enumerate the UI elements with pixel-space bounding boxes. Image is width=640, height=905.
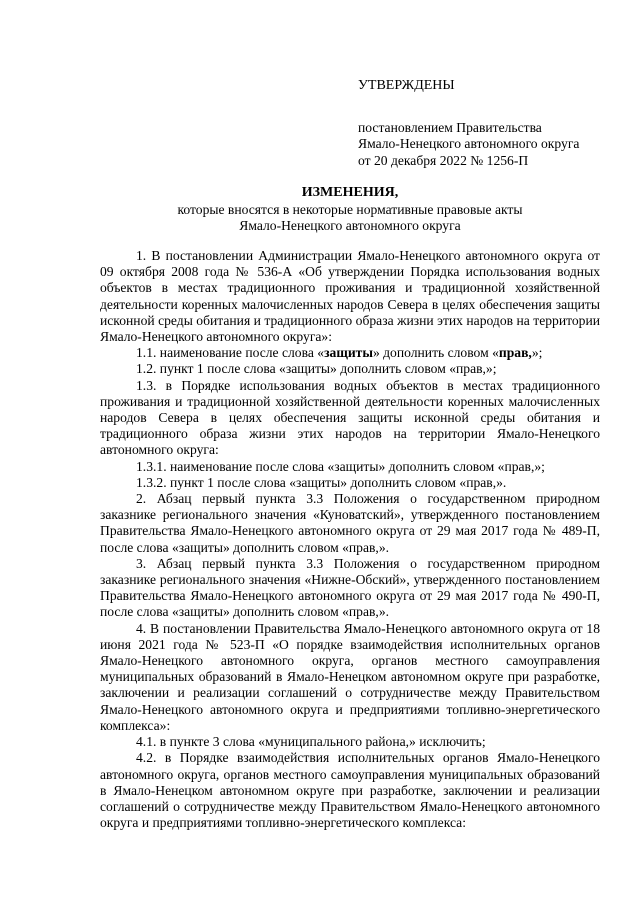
p1-1-text-a: 1.1. наименование после слова « xyxy=(136,345,325,361)
p1-1-bold-word-2: прав, xyxy=(498,345,532,361)
p1-1-text-e: »; xyxy=(531,345,543,361)
paragraph-1-3-2: 1.3.2. пункт 1 после слова «защиты» дополнить словом «прав,». xyxy=(136,474,507,490)
p1-1-text-c: » дополнить словом « xyxy=(372,345,499,361)
paragraph-1-2: 1.2. пункт 1 после слова «защиты» дополнить словом «прав,»; xyxy=(136,361,497,377)
approval-line-3: от 20 декабря 2022 № 1256-П xyxy=(358,152,529,168)
document-subtitle xyxy=(100,202,600,234)
paragraph-1-1 xyxy=(100,345,600,361)
paragraph-3: 3. Абзац первый пункта 3.3 Положения о государственном природном заказнике регионального значения «Нижне-Обский», утвержденного постановлением Правительства Ямало-Ненецкого автономного округа от 29 мая 2017 года № 490-П, после слова «защиты» дополнить словом «прав,». xyxy=(100,555,600,620)
paragraph-1-3-1: 1.3.1. наименование после слова «защиты» дополнить словом «прав,»; xyxy=(136,458,545,474)
paragraph-2: 2. Абзац первый пункта 3.3 Положения о государственном природном заказнике регионального значения «Куноватский», утвержденного постановлением Правительства Ямало-Ненецкого автономного округа от 29 мая 2017 года № 489-П, после слова «защиты» дополнить словом «прав,». xyxy=(100,491,600,555)
subtitle-line-2: Ямало-Ненецкого автономного округа xyxy=(239,218,461,234)
p1-1-bold-word-1: защиты xyxy=(324,345,373,361)
paragraph-1-3: 1.3. в Порядке использования водных объектов в местах традиционного проживания и традиционной хозяйственной деятельности коренных малочисленных народов Севера в целях обеспечения защиты исконной среды обитания и традиционного образа жизни этих народов на территории Ямало-Ненецкого автономного округа: xyxy=(100,377,600,458)
approval-heading: УТВЕРЖДЕНЫ xyxy=(358,78,455,93)
approval-line-1: постановлением Правительства xyxy=(358,120,542,136)
approval-block xyxy=(358,78,628,169)
paragraph-4-2: 4.2. в Порядке взаимодействия исполнительных органов Ямало-Ненецкого автономного округа, органов местного самоуправления муниципальных образований в Ямало-Ненецком автономном округе при разработке, заключении и реализации соглашений о сотрудничестве между Правительством Ямало-Ненецкого автономного округа и предприятиями топливно-энергетического комплекса: xyxy=(100,750,600,831)
approval-line-2: Ямало-Ненецкого автономного округа xyxy=(358,136,580,152)
document-title: ИЗМЕНЕНИЯ, xyxy=(301,185,399,200)
paragraph-1: 1. В постановлении Администрации Ямало-Ненецкого автономного округа от 09 октября 2008 года № 536-А «Об утверждении Порядка использования водных объектов в местах традиционного проживания и традиционной хозяйственной деятельности коренных малочисленных народов Севера в целях обеспечения защиты исконной среды обитания и традиционного образа жизни этих народов на территории Ямало-Ненецкого автономного округа»: xyxy=(100,248,600,345)
paragraph-4-1: 4.1. в пункте 3 слова «муниципального района,» исключить; xyxy=(136,734,486,750)
document-body xyxy=(100,248,600,831)
subtitle-line-1: которые вносятся в некоторые нормативные правовые акты xyxy=(177,202,523,217)
paragraph-4: 4. В постановлении Правительства Ямало-Ненецкого автономного округа от 18 июня 2021 года № 523-П «О порядке взаимодействия исполнительных органов Ямало-Ненецкого автономного округа, органов местного самоуправления муниципальных образований в Ямало-Ненецком автономном округе при разработке, заключении и реализации соглашений о сотрудничестве между Правительством Ямало-Ненецкого автономного округа и предприятиями топливно-энергетического комплекса»: xyxy=(100,620,600,733)
